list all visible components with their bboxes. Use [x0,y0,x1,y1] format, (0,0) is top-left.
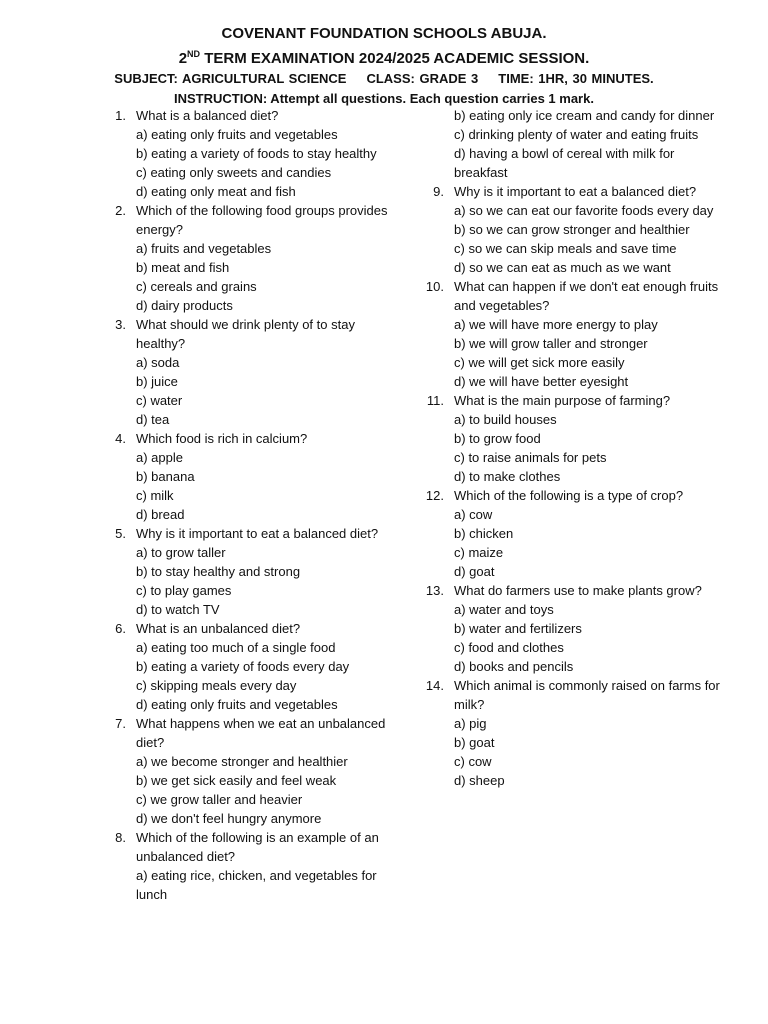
option: c) to raise animals for pets [454,450,607,465]
question [106,201,396,315]
question-number: 12. [425,488,444,503]
option: d) eating only fruits and vegetables [136,697,338,712]
option: d) so we can eat as much as we want [454,260,671,275]
question-text: What happens when we eat an unbalanced diet? [136,716,386,750]
option: b) chicken [454,526,514,541]
option: b) eating a variety of foods to stay healthy [136,146,377,161]
question [424,486,724,581]
option: c) so we can skip meals and save time [454,241,677,256]
question-number: 7. [115,716,126,731]
option: a) water and toys [454,602,554,617]
option: c) water [136,393,183,408]
question-text: What should we drink plenty of to stay healthy? [136,317,355,351]
question-text: What is the main purpose of farming? [454,393,671,408]
exam-header [0,24,768,109]
question-number: 2. [115,203,126,218]
option: a) eating rice, chicken, and vegetables for lunch [136,868,377,902]
option: b) juice [136,374,178,389]
option: c) we grow taller and heavier [136,792,303,807]
option: c) maize [454,545,504,560]
question-number: 10. [425,279,444,294]
option: a) so we can eat our favorite foods every day [454,203,714,218]
option: a) we become stronger and healthier [136,754,348,769]
question-number: 1. [115,108,126,123]
question-text: What do farmers use to make plants grow? [454,583,702,598]
option: b) meat and fish [136,260,230,275]
class-label: CLASS: GRADE 3 [366,71,479,86]
exam-title [0,44,768,69]
question [106,619,396,714]
option: b) to stay healthy and strong [136,564,301,579]
question [106,315,396,429]
option: a) fruits and vegetables [136,241,272,256]
question [424,581,724,676]
question [106,106,396,201]
option: b) eating only ice cream and candy for dinner [454,108,715,123]
option: b) eating a variety of foods every day [136,659,350,674]
option: c) milk [136,488,174,503]
option: b) water and fertilizers [454,621,582,636]
question [106,429,396,524]
question [424,182,724,277]
option: d) to watch TV [136,602,220,617]
question-number: 11. [426,393,444,408]
question-text: Which animal is commonly raised on farms for milk? [454,678,720,712]
option: a) to build houses [454,412,557,427]
option: b) to grow food [454,431,541,446]
option: b) goat [454,735,495,750]
option: b) we get sick easily and feel weak [136,773,337,788]
question-number: 5. [115,526,126,541]
question [424,277,724,391]
question-number: 14. [425,678,444,693]
question [106,524,396,619]
question-text: Why is it important to eat a balanced diet? [136,526,379,541]
option: c) food and clothes [454,640,564,655]
option: d) to make clothes [454,469,561,484]
question-text: Why is it important to eat a balanced diet? [454,184,697,199]
term-suffix: ND [187,49,201,59]
subject-label: SUBJECT: AGRICULTURAL SCIENCE [114,71,347,86]
term-number: 2 [178,50,188,67]
question-number: 8. [115,830,126,845]
option: d) bread [136,507,185,522]
option: c) cow [454,754,492,769]
option: a) apple [136,450,183,465]
option: d) having a bowl of cereal with milk for breakfast [454,146,675,180]
question-continued [424,106,724,182]
instruction: INSTRUCTION: Attempt all questions. Each question carries 1 mark. [174,91,594,106]
option: c) drinking plenty of water and eating fruits [454,127,699,142]
option: d) books and pencils [454,659,574,674]
question-text: Which of the following is a type of crop? [454,488,684,503]
question-text: What is an unbalanced diet? [136,621,301,636]
question [106,828,396,904]
option: b) we will grow taller and stronger [454,336,648,351]
option: a) we will have more energy to play [454,317,658,332]
time-label: TIME: 1HR, 30 MINUTES. [498,71,654,86]
question [106,714,396,828]
question-text: What can happen if we don't eat enough fruits and vegetables? [454,279,719,313]
option: a) pig [454,716,487,731]
question-number: 4. [115,431,126,446]
option: c) we will get sick more easily [454,355,625,370]
option: d) goat [454,564,495,579]
option: a) to grow taller [136,545,226,560]
option: c) cereals and grains [136,279,257,294]
option: a) eating only fruits and vegetables [136,127,338,142]
option: b) so we can grow stronger and healthier [454,222,690,237]
option: d) tea [136,412,170,427]
question-text: Which food is rich in calcium? [136,431,308,446]
option: b) banana [136,469,195,484]
question-text: Which of the following food groups provides energy? [136,203,388,237]
question-number: 6. [115,621,126,636]
option: d) sheep [454,773,505,788]
question-text: Which of the following is an example of an unbalanced diet? [136,830,379,864]
question-text: What is a balanced diet? [136,108,279,123]
option: c) to play games [136,583,232,598]
exam-title-rest: TERM EXAMINATION 2024/2025 ACADEMIC SESSION. [200,50,590,67]
question-number: 3. [115,317,126,332]
left-column [106,106,396,904]
option: d) we will have better eyesight [454,374,629,389]
option: c) skipping meals every day [136,678,297,693]
school-name: COVENANT FOUNDATION SCHOOLS ABUJA. [221,25,547,42]
option: a) eating too much of a single food [136,640,336,655]
option: a) cow [454,507,493,522]
option: a) soda [136,355,180,370]
question [424,391,724,486]
exam-details [0,69,768,89]
option: d) we don't feel hungry anymore [136,811,322,826]
question-number: 13. [425,583,444,598]
question-number: 9. [433,184,444,199]
right-column [424,106,724,790]
option: d) eating only meat and fish [136,184,296,199]
option: c) eating only sweets and candies [136,165,332,180]
question [424,676,724,790]
option: d) dairy products [136,298,233,313]
